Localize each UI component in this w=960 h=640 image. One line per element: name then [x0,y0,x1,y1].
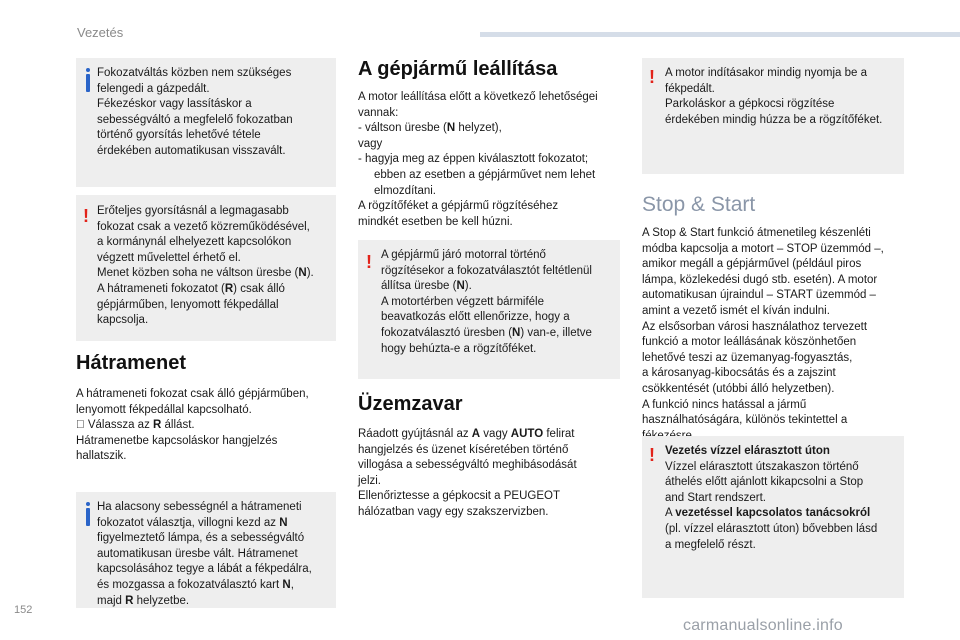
note-line: hogy behúzta-e a rögzítőféket. [381,342,537,355]
body-line: Az elsősorban városi használathoz tervezett [642,320,868,333]
note-line: Fékezéskor vagy lassításkor a [97,98,252,111]
note-line: és mozgassa a fokozatválasztó kart N, [97,578,294,591]
note-line: kapcsolásához tegye a lábát a fékpedálra, [97,563,312,576]
body-line: A Stop & Start funkció átmenetileg készenléti [642,227,871,239]
body-line: Ellenőriztesse a gépkocsit a PEUGEOT [358,490,560,503]
body-line: lámpa, közlekedési dugó stb. esetén). A motor [642,273,878,286]
body-line: amikor megáll a gépjárművel (például piros [642,258,862,271]
note-line: a megfelelő részt. [665,538,756,551]
info-note-reverse [76,492,336,608]
body-line: Ráadott gyújtásnál az A vagy AUTO felirat [358,428,575,440]
note-line: fokozatválasztó üresben (N) van-e, illetve [381,326,592,339]
body-line: automatikusan újraindul – START üzemmód – [642,289,876,302]
note-line: A vezetéssel kapcsolatos tanácsokról [665,507,871,520]
note-line: fokozatot választja, villogni kezd az N [97,516,288,529]
warning-note-acceleration [76,195,336,341]
body-line: csökkentését (utóbbi álló helyzetben). [642,382,835,395]
body-line: vagy [358,137,383,150]
body-line: hallatszik. [76,450,127,463]
note-line: (pl. vízzel elárasztott úton) bővebben lásd [665,522,878,535]
body-line: - váltson üresbe (N helyzet), [358,122,502,135]
watermark: carmanualsonline.info [683,617,843,634]
malfunction-body [358,427,623,521]
note-line: automatikusan üresbe vált. Hátramenet [97,547,298,560]
stop-start-heading: Stop & Start [642,193,756,216]
warning-icon: ! [366,252,372,272]
stopping-body [358,90,623,230]
note-line: fékpedált. [665,82,715,95]
section-label: Vezetés [77,25,124,40]
body-line: villogása a sebességváltó meghibásodását [358,459,577,472]
note-line: a kormánynál elhelyezett kapcsolókon [97,236,292,249]
body-line: ebben az esetben a gépjárművet nem lehet [374,168,596,181]
body-line: Válassza az R állást. [76,419,183,432]
body-line: a károsanyag-kibocsátás és a zajszint [642,367,836,380]
note-line: A motortérben végzett bármiféle [381,295,544,308]
info-note-gear-shift [76,58,336,187]
note-line: Fokozatváltás közben nem szükséges [97,67,292,79]
info-icon [86,74,90,92]
body-line: A rögzítőféket a gépjármű rögzítéséhez [358,200,559,213]
note-line: kapcsolja. [97,314,149,327]
note-line: sebességváltó a megfelelő fokozatban [97,113,293,126]
note-title: Vezetés vízzel elárasztott úton [665,445,830,457]
note-line: történő gyorsítás lehetővé tétele [97,129,261,142]
note-line: Ha alacsony sebességnél a hátrameneti [97,501,302,513]
warning-note-flooded-road [642,436,904,598]
info-icon [86,508,90,526]
note-line: állítsa üresbe (N). [381,280,472,293]
body-line: vannak: [358,106,399,119]
reverse-body [76,387,338,465]
note-line: érdekében automatikusan visszavált. [97,144,286,157]
note-line: A gépjármű járó motorral történő [381,249,546,261]
body-line: hangjelzés és üzenet kíséretében történő [358,443,569,456]
note-line: fokozat csak a vezető közreműködésével, [97,220,310,233]
note-line: áthelés előtt ajánlott kikapcsolni a Stop [665,476,864,489]
warning-note-engine-start [642,58,904,174]
stop-start-body [642,226,907,444]
warning-icon: ! [649,67,655,87]
body-line: elmozdítani. [374,184,437,197]
body-line: hálózatban vagy egy szakszervizben. [358,505,549,518]
note-line: Vízzel elárasztott útszakaszon történő [665,460,859,473]
warning-note-engine-running [358,240,620,379]
body-line: A hátrameneti fokozat csak álló gépjárműben, [76,388,309,400]
note-line: Menet közben soha ne váltson üresbe (N). [97,267,314,280]
body-line: Hátramenetbe kapcsoláskor hangjelzés [76,434,278,447]
page-number: 152 [14,604,33,616]
note-line: A hátrameneti fokozatot (R) csak álló [97,282,285,295]
stopping-heading: A gépjármű leállítása [358,58,558,80]
body-line: amint a vezető ismét el kíván indulni. [642,304,830,317]
note-line: végzett művelettel érhető el. [97,251,241,264]
body-line: funkció a motor leállásának köszönhetően [642,336,857,349]
note-line: Erőteljes gyorsításnál a legmagasabb [97,205,289,217]
body-line: A funkció nincs hatással a jármű [642,398,807,411]
body-line: használhatóságára, különös tekintettel a [642,414,848,427]
body-line: lehetővé teszi az üzemanyag-fogyasztás, [642,351,853,364]
header-bar [480,32,960,37]
malfunction-heading: Üzemzavar [358,393,463,415]
note-line: érdekében mindig húzza be a rögzítőféket. [665,113,883,126]
warning-icon: ! [83,206,89,226]
note-line: Parkoláskor a gépkocsi rögzítése [665,98,835,111]
body-line: jelzi. [358,474,382,487]
note-line: figyelmeztető lámpa, és a sebességváltó [97,532,305,545]
note-line: beavatkozás előtt ellenőrizze, hogy a [381,311,570,324]
body-line: lenyomott fékpedállal kapcsolható. [76,403,252,416]
warning-icon: ! [649,445,655,465]
reverse-heading: Hátramenet [76,352,187,374]
body-line: módba kapcsolja a motort – STOP üzemmód –, [642,242,884,255]
body-line: A motor leállítása előtt a következő lehetőségei [358,91,598,103]
body-line: mindkét esetben be kell húzni. [358,215,513,228]
body-line: - hagyja meg az éppen kiválasztott fokozatot; [358,153,589,166]
note-line: felengedi a gázpedált. [97,82,210,95]
note-line: A motor indításakor mindig nyomja be a [665,67,867,79]
note-line: gépjárműben, lenyomott fékpedállal [97,298,279,311]
note-line: rögzítésekor a fokozatválasztót feltétlenül [381,264,592,277]
note-line: and Start rendszert. [665,491,766,504]
note-line: majd R helyzetbe. [97,594,190,607]
